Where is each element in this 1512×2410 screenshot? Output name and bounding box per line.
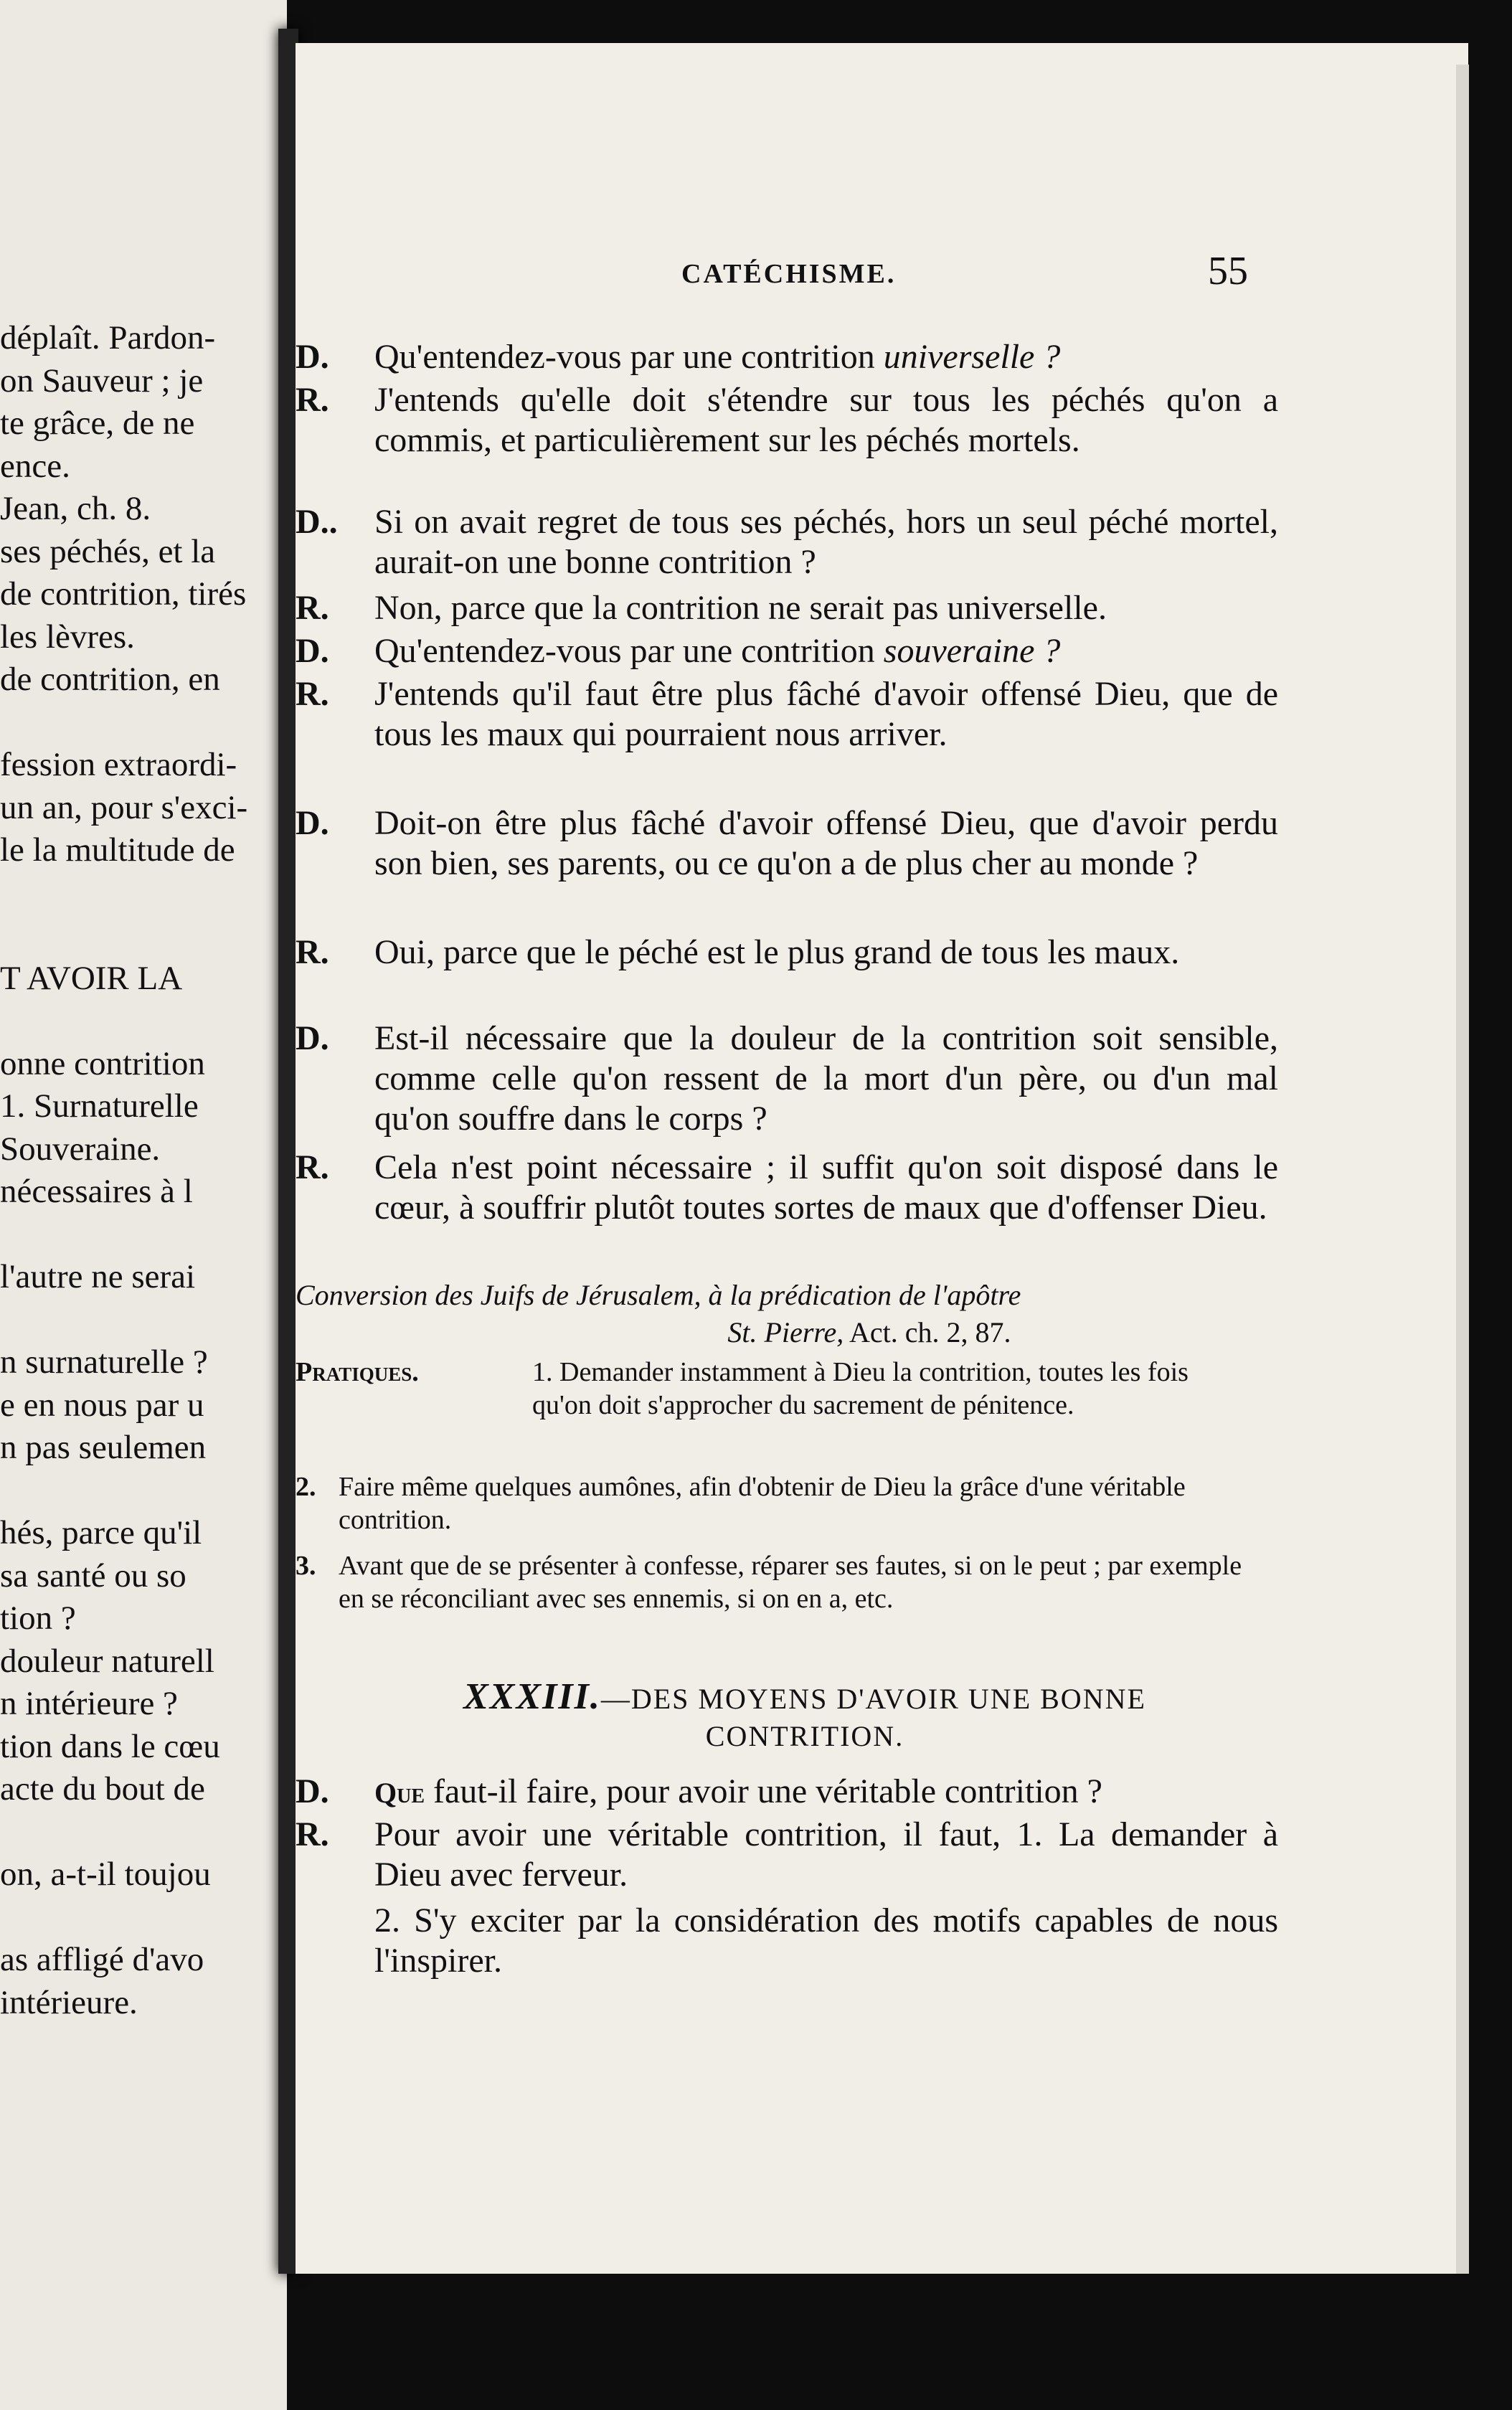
left-page-line: l'autre ne serai — [0, 1258, 196, 1295]
practices-label: Pratiques. — [296, 1357, 419, 1387]
left-page-line: n pas seulemen — [0, 1429, 207, 1466]
practice-item: 1. Demander instamment à Dieu la contrition, toutes les fois qu'on doit s'approcher du sacrement de pénitence. — [532, 1357, 1189, 1420]
qa-item: D. Qu'entendez-vous par une contrition universelle ? — [296, 338, 1061, 376]
qa-marker: D. — [296, 1772, 329, 1810]
qa-item: 2. S'y exciter par la considération des motifs capables de nous l'inspirer. — [374, 1901, 1278, 1980]
left-page-line: ses péchés, et la — [0, 532, 216, 570]
left-page-line: sa santé ou so — [0, 1556, 186, 1594]
event-title: Conversion des Juifs de Jérusalem, à la prédication de l'apôtre — [296, 1279, 1021, 1311]
left-page-line: le la multitude de — [0, 831, 235, 869]
left-page-line: fession extraordi- — [0, 746, 237, 783]
qa-item: D. Qu'entendez-vous par une contrition souveraine ? — [296, 632, 1061, 670]
historical-event — [296, 1277, 1242, 1351]
section-numeral: XXXIII. — [463, 1676, 601, 1717]
left-page-line: Souveraine. — [0, 1130, 161, 1168]
qa-marker: R. — [296, 1815, 329, 1853]
left-page-line: as affligé d'avo — [0, 1941, 204, 1978]
left-page-fragment — [0, 0, 287, 2410]
practice-item: 3. Avant que de se présenter à confesse, réparer ses fautes, si on le peut ; par exemple en se réconciliant avec ses ennemis, si on en a, etc. — [296, 1551, 1242, 1614]
section-title-line2: CONTRITION. — [705, 1720, 904, 1752]
qa-marker: D. — [296, 632, 329, 670]
left-page-line: hés, parce qu'il — [0, 1514, 202, 1551]
left-page-line: douleur naturell — [0, 1642, 214, 1680]
left-page-line: onne contrition — [0, 1044, 205, 1082]
qa-marker: R. — [296, 1148, 329, 1186]
left-page-line: 1. Surnaturelle — [0, 1087, 199, 1125]
left-page-line: T AVOIR LA — [0, 959, 183, 997]
left-page-line: un an, pour s'exci- — [0, 788, 248, 826]
left-page-line: Jean, ch. 8. — [0, 490, 151, 527]
qa-marker: R. — [296, 589, 329, 627]
left-page-line: les lèvres. — [0, 618, 135, 656]
qa-item: R. Non, parce que la contrition ne serait pas universelle. — [296, 589, 1107, 627]
left-page-line: déplaît. Pardon- — [0, 319, 216, 356]
qa-item: D. Doit-on être plus fâché d'avoir offensé Dieu, que d'avoir perdu son bien, ses parents, ou ce qu'on a de plus cher au monde ? — [296, 804, 1278, 882]
qa-item: R. J'entends qu'elle doit s'étendre sur tous les péchés qu'on a commis, et particulièrement sur les péchés mortels. — [296, 381, 1278, 459]
left-page-line: tion dans le cœu — [0, 1727, 220, 1765]
left-page-line: tion ? — [0, 1599, 76, 1637]
left-page-line: n surnaturelle ? — [0, 1343, 208, 1381]
left-page-line: on, a-t-il toujou — [0, 1856, 211, 1893]
event-saint: St. Pierre, — [727, 1316, 844, 1348]
left-page-line: on Sauveur ; je — [0, 362, 204, 400]
qa-item: R. Cela n'est point nécessaire ; il suffit qu'on soit disposé dans le cœur, à souffrir plutôt toutes sortes de maux que d'offenser Dieu. — [296, 1148, 1278, 1227]
qa-marker: D. — [296, 804, 329, 842]
qa-marker: R. — [296, 933, 329, 971]
section-heading — [339, 1678, 1271, 1755]
left-page-line: e en nous par u — [0, 1386, 204, 1424]
qa-marker: D. — [296, 1019, 329, 1057]
running-title: CATÉCHISME. — [681, 259, 897, 289]
event-reference: Act. ch. 2, 87. — [844, 1316, 1011, 1348]
left-page-line: de contrition, en — [0, 661, 220, 698]
left-page-line: n intérieure ? — [0, 1685, 178, 1722]
qa-item: D. Que faut-il faire, pour avoir une véritable contrition ? — [296, 1772, 1102, 1810]
page-content — [296, 43, 1468, 2274]
left-page-line: acte du bout de — [0, 1770, 205, 1808]
qa-item: D.. Si on avait regret de tous ses péchés, hors un seul péché mortel, aurait-on une bonne contrition ? — [296, 503, 1278, 581]
left-page-line: nécessaires à l — [0, 1173, 193, 1210]
qa-item: R. Oui, parce que le péché est le plus grand de tous les maux. — [296, 933, 1180, 971]
qa-marker: R. — [296, 675, 329, 713]
qa-item: R. J'entends qu'il faut être plus fâché d'avoir offensé Dieu, que de tous les maux qui pourraient nous arriver. — [296, 675, 1278, 753]
left-page-line: de contrition, tirés — [0, 575, 247, 613]
left-page-line: te grâce, de ne — [0, 405, 195, 442]
qa-item: R. Pour avoir une véritable contrition, il faut, 1. La demander à Dieu avec ferveur. — [296, 1815, 1278, 1894]
qa-marker: D. — [296, 338, 329, 376]
qa-marker: R. — [296, 381, 329, 419]
left-page-line: ence. — [0, 447, 70, 485]
qa-item: D. Est-il nécessaire que la douleur de la contrition soit sensible, comme celle qu'on ressent de la mort d'un père, ou d'un mal qu'on souffre dans le corps ? — [296, 1019, 1278, 1138]
section-title-line1: —DES MOYENS D'AVOIR UNE BONNE — [600, 1683, 1146, 1715]
page-number: 55 — [1208, 249, 1248, 293]
practice-item: 2. Faire même quelques aumônes, afin d'obtenir de Dieu la grâce d'une véritable contrition. — [296, 1472, 1186, 1535]
qa-marker: D.. — [296, 503, 338, 541]
left-page-line: intérieure. — [0, 1983, 138, 2021]
